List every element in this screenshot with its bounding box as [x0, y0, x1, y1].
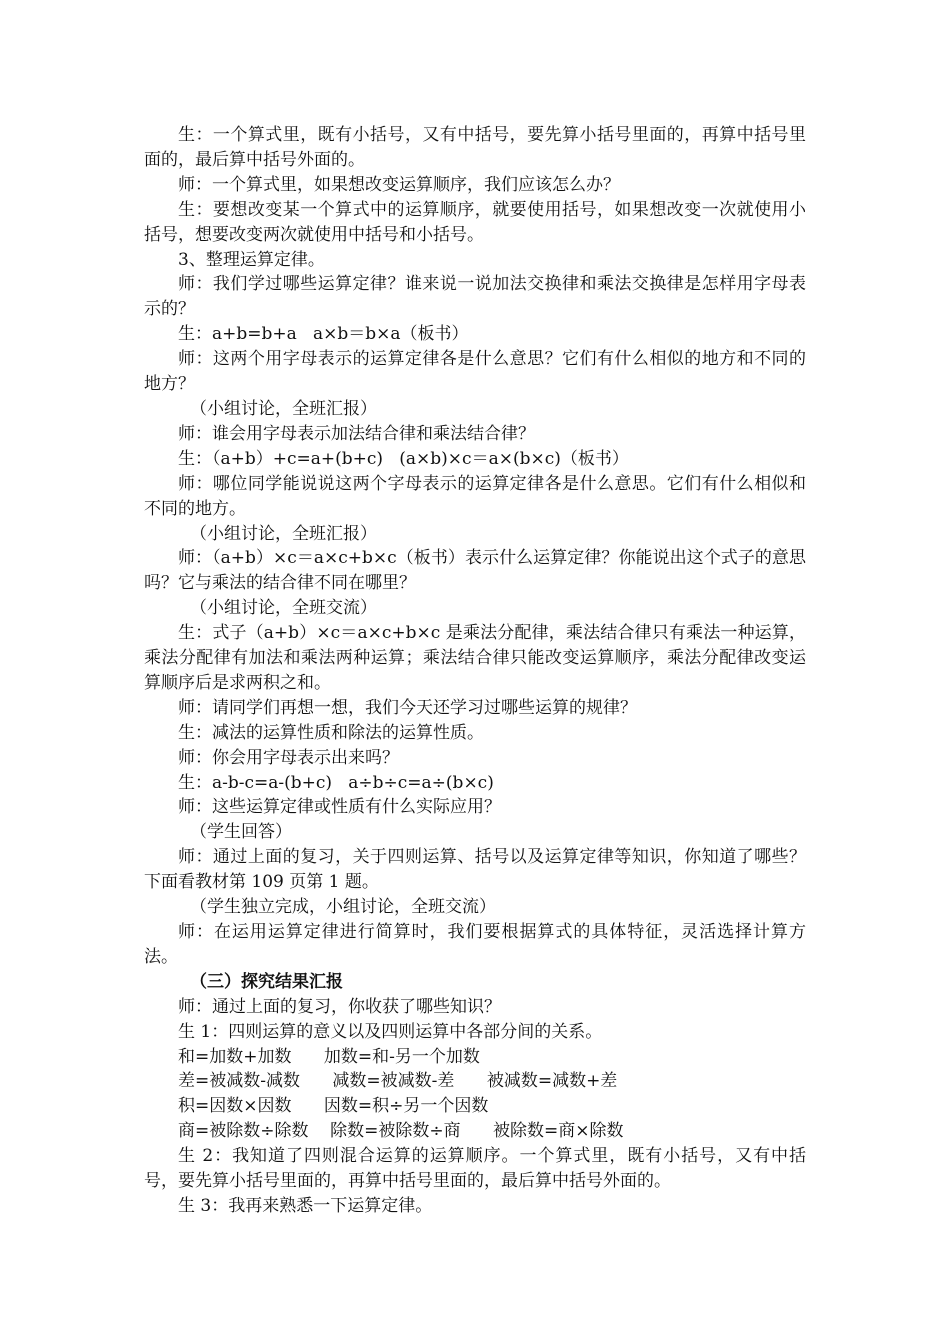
paragraph: （小组讨论，全班汇报）: [190, 523, 377, 544]
paragraph: 生：一个算式里，既有小括号，又有中括号，要先算小括号里面的，再算中括号里面的，最后算中括号外面的。: [144, 125, 806, 170]
paragraph: 和=加数+加数 加数=和-另一个加数: [178, 1046, 480, 1067]
paragraph: 生：a-b-c=a-(b+c) a÷b÷c=a÷(b×c): [178, 772, 494, 793]
paragraph: （学生回答）: [190, 822, 292, 843]
paragraph: 生：式子（a+b）×c＝a×c+b×c 是乘法分配律，乘法结合律只有乘法一种运算，乘法分配律有加法和乘法两种运算；乘法结合律只能改变运算顺序，乘法分配律改变运算顺序后是求两积之和。: [144, 623, 806, 693]
paragraph: （小组讨论，全班交流）: [190, 598, 377, 619]
paragraph: 生 3：我再来熟悉一下运算定律。: [178, 1195, 433, 1216]
paragraph: （学生独立完成，小组讨论，全班交流）: [190, 897, 496, 918]
paragraph: 师：通过上面的复习，关于四则运算、括号以及运算定律等知识，你知道了哪些？下面看教材第 109 页第 1 题。: [144, 847, 806, 893]
paragraph: （小组讨论，全班汇报）: [190, 398, 377, 419]
paragraph: 商=被除数÷除数 除数=被除数÷商 被除数=商×除数: [178, 1121, 624, 1142]
paragraph: 生：减法的运算性质和除法的运算性质。: [178, 722, 484, 743]
document-body: [144, 123, 806, 1219]
paragraph: 师：（a+b）×c＝a×c+b×c（板书）表示什么运算定律？你能说出这个式子的意思吗？它与乘法的结合律不同在哪里？: [144, 548, 806, 594]
paragraph: 积=因数×因数 因数=积÷另一个因数: [178, 1096, 489, 1117]
paragraph: 师：这些运算定律或性质有什么实际应用？: [178, 797, 501, 818]
paragraph: 师：通过上面的复习，你收获了哪些知识？: [178, 996, 501, 1017]
paragraph: 师：哪位同学能说说这两个字母表示的运算定律各是什么意思。它们有什么相似和不同的地方。: [144, 473, 806, 519]
paragraph: 差=被减数-减数 减数=被减数-差 被减数=减数+差: [178, 1071, 618, 1092]
paragraph: 师：一个算式里，如果想改变运算顺序，我们应该怎么办？: [178, 174, 620, 195]
section-heading: （三）探究结果汇报: [190, 971, 343, 992]
paragraph: 师：请同学们再想一想，我们今天还学习过哪些运算的规律？: [178, 697, 637, 718]
paragraph: 生 2：我知道了四则混合运算的运算顺序。一个算式里，既有小括号，又有中括号，要先算小括号里面的，再算中括号里面的，最后算中括号外面的。: [144, 1146, 806, 1192]
paragraph: 生：要想改变某一个算式中的运算顺序，就要使用括号，如果想改变一次就使用小括号，想要改变两次就使用中括号和小括号。: [144, 199, 806, 245]
paragraph: 师：这两个用字母表示的运算定律各是什么意思？它们有什么相似的地方和不同的地方？: [144, 349, 806, 395]
paragraph: 师：你会用字母表示出来吗？: [178, 747, 399, 768]
paragraph: 3、整理运算定律。: [178, 249, 325, 270]
paragraph: 生：（a+b）+c=a+(b+c) (a×b)×c＝a×(b×c)（板书）: [178, 448, 629, 469]
paragraph: 师：谁会用字母表示加法结合律和乘法结合律？: [178, 423, 535, 444]
paragraph: 生 1：四则运算的意义以及四则运算中各部分间的关系。: [178, 1021, 603, 1042]
paragraph: 师：我们学过哪些运算定律？谁来说一说加法交换律和乘法交换律是怎样用字母表示的？: [144, 274, 806, 320]
paragraph: 师：在运用运算定律进行简算时，我们要根据算式的具体特征，灵活选择计算方法。: [144, 922, 806, 967]
paragraph: 生：a+b=b+a a×b＝b×a（板书）: [178, 324, 469, 345]
